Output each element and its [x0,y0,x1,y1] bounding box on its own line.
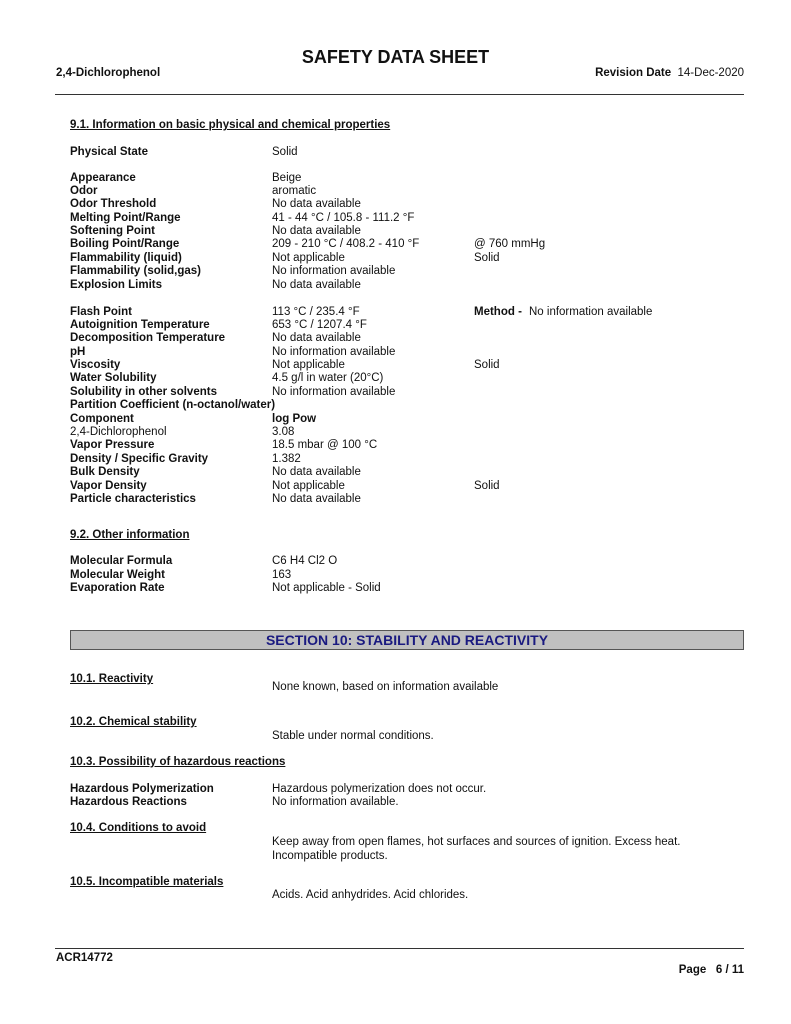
property-value: No information available [272,386,396,398]
property-value: No data available [272,225,361,237]
property-label: Autoignition Temperature [70,319,210,331]
property-label: Molecular Weight [70,569,165,581]
property-value: log Pow [272,413,317,425]
hazardous-reactions-value: No information available. [272,796,399,808]
revision-value: 14-Dec-2020 [677,67,744,79]
property-label: Boiling Point/Range [70,238,180,250]
property-label: 2,4-Dichlorophenol [70,426,167,438]
property-label: Component [70,413,134,425]
property-method-value: No information available [529,306,653,318]
incompatible-value: Acids. Acid anhydrides. Acid chlorides. [272,889,469,901]
stability-value: Stable under normal conditions. [272,730,434,742]
hazardous-polymerization-label: Hazardous Polymerization [70,783,214,795]
conditions-line-1: Keep away from open flames, hot surfaces and sources of ignition. Excess heat. [272,836,681,848]
property-value: Beige [272,172,302,184]
property-label: Partition Coefficient (n-octanol/water) [70,399,276,411]
property-value: 3.08 [272,426,295,438]
property-value: 163 [272,569,292,581]
page-value: 6 / 11 [715,964,744,976]
property-value: 209 - 210 °C / 408.2 - 410 °F [272,238,420,250]
property-label: Density / Specific Gravity [70,453,209,465]
hazardous-reactions-heading: 10.3. Possibility of hazardous reactions [70,756,286,768]
property-value: No information available [272,346,396,358]
revision-date [595,66,744,80]
property-label: Molecular Formula [70,555,173,567]
section-10-header: SECTION 10: STABILITY AND REACTIVITY [70,630,744,650]
property-value: Solid [272,146,298,158]
property-note: Solid [474,252,500,264]
property-value: No data available [272,332,361,344]
incompatible-heading: 10.5. Incompatible materials [70,876,224,888]
property-label: Evaporation Rate [70,582,165,594]
property-value: Not applicable - Solid [272,582,381,594]
hazardous-polymerization-value: Hazardous polymerization does not occur. [272,783,487,795]
property-value: No data available [272,466,361,478]
section-9-1-heading: 9.1. Information on basic physical and chemical properties [70,119,391,131]
property-value: 41 - 44 °C / 105.8 - 111.2 °F [272,212,415,224]
property-label: Odor Threshold [70,198,157,210]
property-label: Vapor Pressure [70,439,155,451]
property-label: Flammability (liquid) [70,252,182,264]
property-label: Vapor Density [70,480,147,492]
property-value: No data available [272,198,361,210]
property-label: Solubility in other solvents [70,386,217,398]
property-note: @ 760 mmHg [474,238,546,250]
property-value: C6 H4 Cl2 O [272,555,338,567]
property-value: 1.382 [272,453,301,465]
property-value: 18.5 mbar @ 100 °C [272,439,378,451]
property-method-label: Method - [474,306,522,318]
property-label: Decomposition Temperature [70,332,226,344]
property-label: pH [70,346,86,358]
revision-label: Revision Date [595,67,672,79]
reactivity-value: None known, based on information available [272,681,499,693]
hazardous-reactions-label: Hazardous Reactions [70,796,187,808]
property-value: Not applicable [272,480,345,492]
page-number [679,963,744,977]
property-label: Odor [70,185,98,197]
property-note: Solid [474,359,500,371]
conditions-line-2: Incompatible products. [272,850,388,862]
property-label: Melting Point/Range [70,212,181,224]
property-value: aromatic [272,185,317,197]
property-label: Particle characteristics [70,493,196,505]
property-label: Water Solubility [70,372,157,384]
page-label: Page [678,964,707,976]
stability-heading: 10.2. Chemical stability [70,716,197,728]
property-label: Flammability (solid,gas) [70,265,201,277]
section-9-2-heading: 9.2. Other information [70,529,190,541]
property-label: Viscosity [70,359,121,371]
property-label: Softening Point [70,225,155,237]
footer-divider [55,948,744,949]
reactivity-heading: 10.1. Reactivity [70,673,154,685]
property-value: No data available [272,279,361,291]
property-label: Physical State [70,146,148,158]
property-label: Flash Point [70,306,132,318]
conditions-heading: 10.4. Conditions to avoid [70,822,207,834]
product-code: ACR14772 [56,952,113,964]
header-divider [55,94,744,95]
document-title: SAFETY DATA SHEET [301,47,490,67]
product-name: 2,4-Dichlorophenol [56,67,161,79]
property-value: 113 °C / 235.4 °F [272,306,360,318]
property-value: Not applicable [272,252,345,264]
property-value: 653 °C / 1207.4 °F [272,319,367,331]
property-value: No data available [272,493,361,505]
property-label: Explosion Limits [70,279,163,291]
property-value: Not applicable [272,359,345,371]
property-label: Appearance [70,172,136,184]
property-note: Solid [474,480,500,492]
property-value: 4.5 g/l in water (20°C) [272,372,384,384]
property-label: Bulk Density [70,466,140,478]
property-value: No information available [272,265,396,277]
